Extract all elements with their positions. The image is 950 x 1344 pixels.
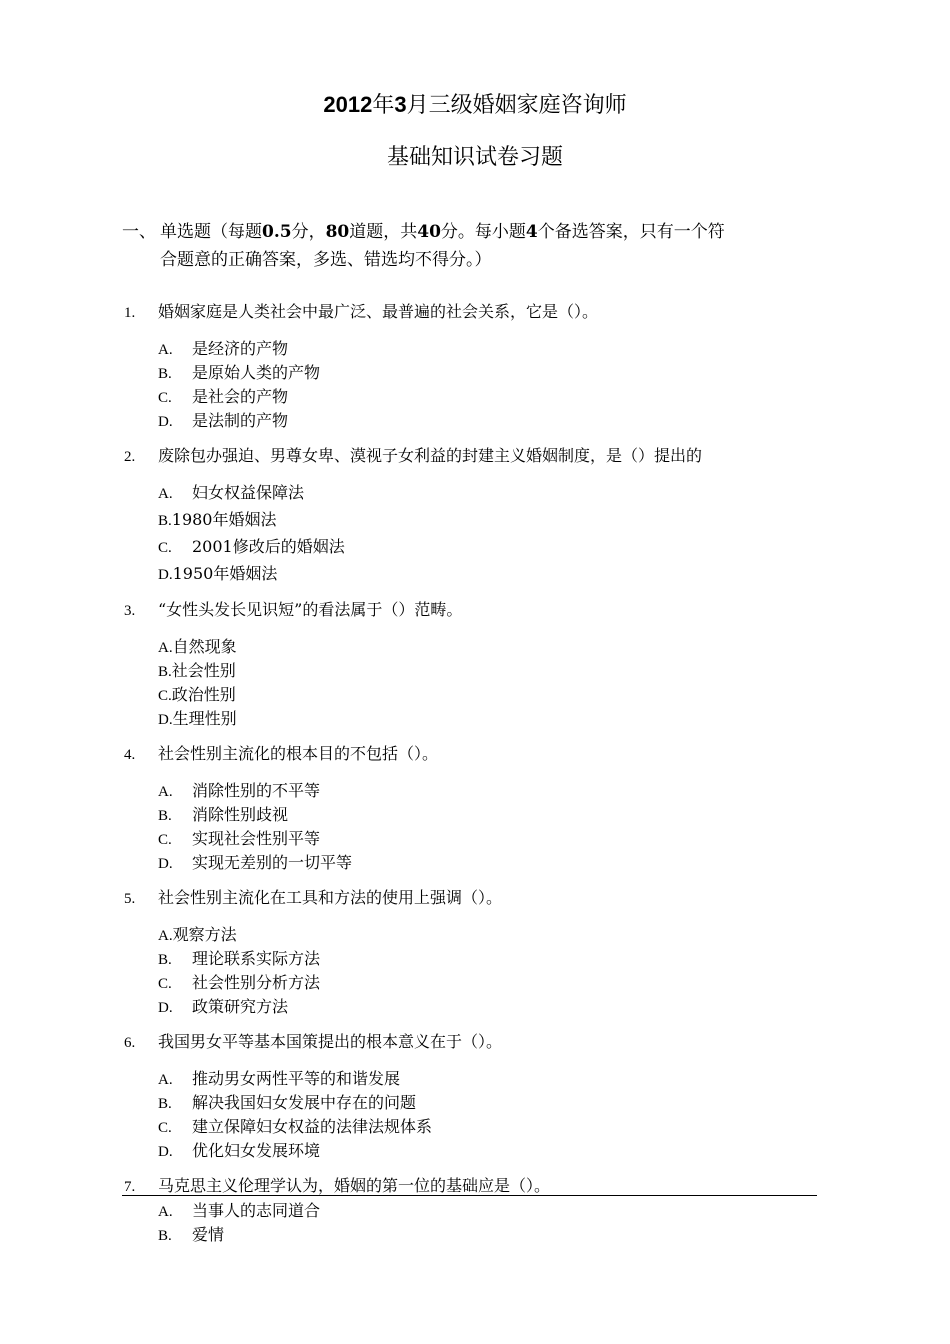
option-5a: A.观察方法 (158, 925, 237, 944)
question-number: 2. (124, 449, 136, 465)
option-5d: D. 政策研究方法 (158, 997, 289, 1016)
question-number: 6. (124, 1035, 136, 1051)
question-4 (124, 741, 438, 764)
option-2c: C. 2001修改后的婚姻法 (158, 537, 345, 556)
option-2d: D.1950年婚姻法 (158, 564, 278, 583)
title-month: 3 (394, 92, 407, 117)
option-7b: B. 爱情 (158, 1225, 225, 1244)
option-6c: C. 建立保障妇女权益的法律法规体系 (158, 1117, 433, 1136)
question-6 (124, 1029, 502, 1052)
option-3b: B.社会性别 (158, 661, 236, 680)
option-6a: A. 推动男女两性平等的和谐发展 (158, 1069, 401, 1088)
question-1 (124, 299, 598, 322)
question-text: 社会性别主流化在工具和方法的使用上强调（）。 (158, 888, 503, 907)
question-text: 我国男女平等基本国策提出的根本意义在于（）。 (158, 1032, 503, 1051)
section-instructions: 单选题（每题0.5分，80道题，共40分。每小题4个备选答案，只有一个符 合题意的正确答案，多选、错选均不得分。） (160, 222, 725, 270)
option-2b: B.1980年婚姻法 (158, 510, 277, 529)
option-4c: C. 实现社会性别平等 (158, 829, 321, 848)
option-6d: D. 优化妇女发展环境 (158, 1141, 321, 1160)
question-7 (124, 1173, 550, 1196)
question-2 (124, 443, 702, 466)
option-3d: D.生理性别 (158, 709, 237, 728)
title-year-char: 年 (372, 93, 395, 118)
question-number: 3. (124, 603, 136, 619)
option-1b: B. 是原始人类的产物 (158, 363, 321, 382)
option-4d: D. 实现无差别的一切平等 (158, 853, 353, 872)
option-4b: B. 消除性别歧视 (158, 805, 289, 824)
question-text: 婚姻家庭是人类社会中最广泛、最普遍的社会关系，它是（）。 (158, 302, 599, 321)
question-count: 80 (325, 222, 350, 242)
question-number: 4. (124, 747, 136, 763)
document-title (0, 88, 950, 119)
question-number: 5. (124, 891, 136, 907)
option-1a: A. 是经济的产物 (158, 339, 289, 358)
title-year: 2012 (323, 92, 373, 117)
question-text: “女性头发长见识短”的看法属于（）范畴。 (158, 600, 463, 619)
option-count: 4 (525, 222, 538, 242)
section-heading (122, 218, 802, 274)
question-5 (124, 885, 502, 908)
option-3a: A.自然现象 (158, 637, 237, 656)
question-3 (124, 597, 462, 620)
option-7a: A. 当事人的志同道合 (158, 1201, 321, 1220)
option-6b: B. 解决我国妇女发展中存在的问题 (158, 1093, 417, 1112)
option-5c: C. 社会性别分析方法 (158, 973, 321, 992)
question-text: 社会性别主流化的根本目的不包括（）。 (158, 744, 439, 763)
question-text: 马克思主义伦理学认为，婚姻的第一位的基础应是（）。 (158, 1176, 551, 1195)
option-3c: C.政治性别 (158, 685, 236, 704)
horizontal-rule (122, 1195, 817, 1196)
question-number: 1. (124, 305, 136, 321)
option-2a: A. 妇女权益保障法 (158, 483, 305, 502)
option-5b: B. 理论联系实际方法 (158, 949, 321, 968)
question-number: 7. (124, 1179, 136, 1195)
score-each: 0.5 (262, 222, 292, 242)
document-subtitle: 基础知识试卷习题 (386, 145, 563, 170)
option-4a: A. 消除性别的不平等 (158, 781, 321, 800)
title-rest: 月三级婚姻家庭咨询师 (406, 93, 627, 118)
total-score: 40 (417, 222, 441, 242)
section-number: 一、 (122, 222, 156, 242)
option-1d: D. 是法制的产物 (158, 411, 289, 430)
option-1c: C. 是社会的产物 (158, 387, 289, 406)
question-text: 废除包办强迫、男尊女卑、漠视子女利益的封建主义婚姻制度，是（）提出的 (158, 446, 703, 465)
